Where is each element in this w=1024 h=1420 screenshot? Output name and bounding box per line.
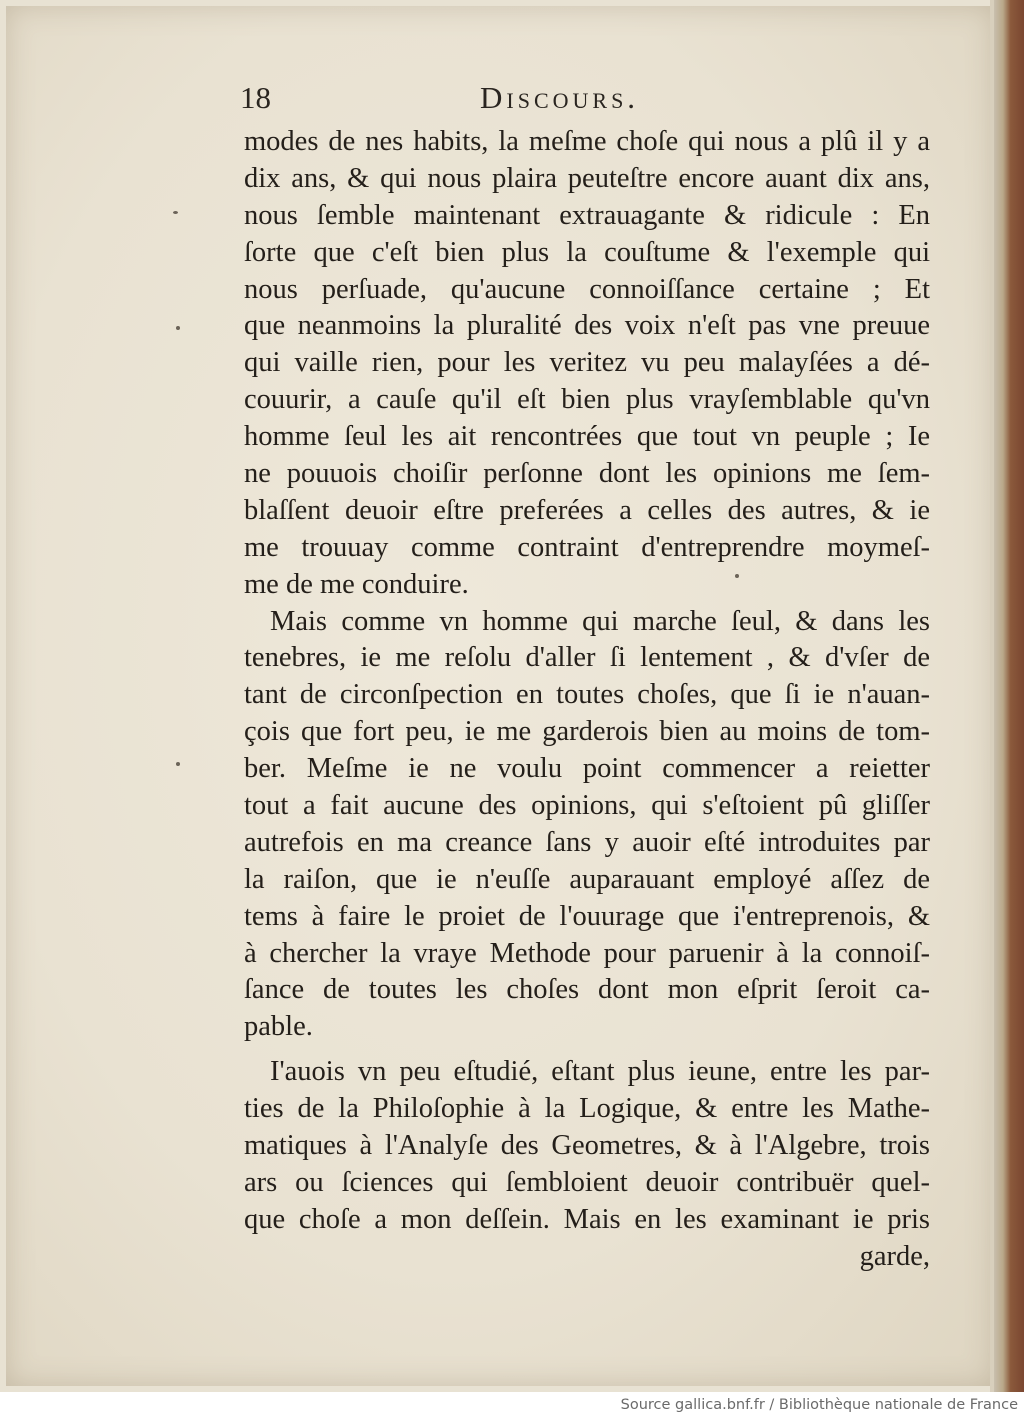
text-line: couurir, a cauſe qu'il eſt bien plus vrayſemblable qu'vn	[244, 384, 930, 416]
text-line: me de me conduire.	[244, 568, 469, 600]
text-line: pable.	[244, 1011, 313, 1043]
ink-speck	[176, 762, 180, 766]
text-line: blaſſent deuoir eſtre preferées a celles des autres, & ie	[244, 494, 930, 526]
text-line: qui vaille rien, pour les veritez vu peu malayſées a dé-	[244, 347, 930, 379]
text-line: dix ans, & qui nous plaira peuteſtre encore auant dix ans,	[244, 162, 930, 194]
text-line: tant de circonſpection en toutes choſes, que ſi ie n'auan-	[244, 679, 930, 711]
ink-speck	[176, 326, 180, 330]
text-line: la raiſon, que ie n'euſſe auparauant employé aſſez de	[244, 863, 930, 895]
text-line: me trouuay comme contraint d'entreprendre moymeſ-	[244, 531, 930, 563]
text-line: çois que fort peu, ie me garderois bien au moins de tom-	[244, 716, 930, 748]
page-number: 18	[240, 80, 271, 115]
text-line: ber. Meſme ie ne voulu point commencer a reietter	[244, 753, 930, 785]
text-line: I'auois vn peu eſtudié, eſtant plus ieune, entre les par-	[270, 1056, 930, 1088]
book-binding	[994, 0, 1024, 1392]
text-line: ſorte que c'eſt bien plus la couſtume & l'exemple qui	[244, 236, 930, 268]
text-line: autrefois en ma creance ſans y auoir eſté introduites par	[244, 826, 930, 858]
ink-speck	[173, 211, 178, 214]
page-header	[240, 80, 930, 128]
source-footer	[0, 1392, 1024, 1420]
text-line: modes de nes habits, la meſme choſe qui nous a plû il y a	[244, 126, 930, 157]
text-line: ties de la Philoſophie à la Logique, & entre les Mathe-	[244, 1093, 930, 1125]
text-line: homme ſeul les ait rencontrées que tout vn peuple ; Ie	[244, 421, 930, 453]
catchword: garde,	[859, 1240, 930, 1272]
text-line: nous ſemble maintenant extrauagante & ridicule : En	[244, 199, 930, 231]
running-head: Discours.	[480, 80, 640, 115]
paragraph-gap	[244, 1046, 930, 1054]
text-line: ars ou ſciences qui ſembloient deuoir contribuër quel-	[244, 1166, 930, 1198]
text-line: à chercher la vraye Methode pour paruenir à la connoiſ-	[244, 937, 930, 969]
text-line: ne pouuois choiſir perſonne dont les opinions me ſem-	[244, 458, 930, 490]
text-line: matiques à l'Analyſe des Geometres, & à l'Algebre, trois	[244, 1130, 930, 1162]
text-line: tout a fait aucune des opinions, qui s'eſtoient pû gliſſer	[244, 790, 930, 822]
text-line: nous perſuade, qu'aucune connoiſſance certaine ; Et	[244, 273, 930, 305]
text-line: que choſe a mon deſſein. Mais en les examinant ie pris	[244, 1203, 930, 1235]
text-line: tenebres, ie me reſolu d'aller ſi lentement , & d'vſer de	[244, 642, 930, 674]
text-line: tems à faire le proiet de l'ouurage que i'entreprenois, &	[244, 900, 930, 932]
text-line: ſance de toutes les choſes dont mon eſprit ſeroit ca-	[244, 974, 930, 1006]
ink-speck	[735, 574, 739, 578]
text-line: Mais comme vn homme qui marche ſeul, & dans les	[270, 605, 930, 637]
source-credit: Source gallica.bnf.fr / Bibliothèque nationale de France	[620, 1397, 1018, 1413]
text-line: que neanmoins la pluralité des voix n'eſt pas vne preuue	[244, 310, 930, 342]
page-body	[244, 124, 930, 1276]
